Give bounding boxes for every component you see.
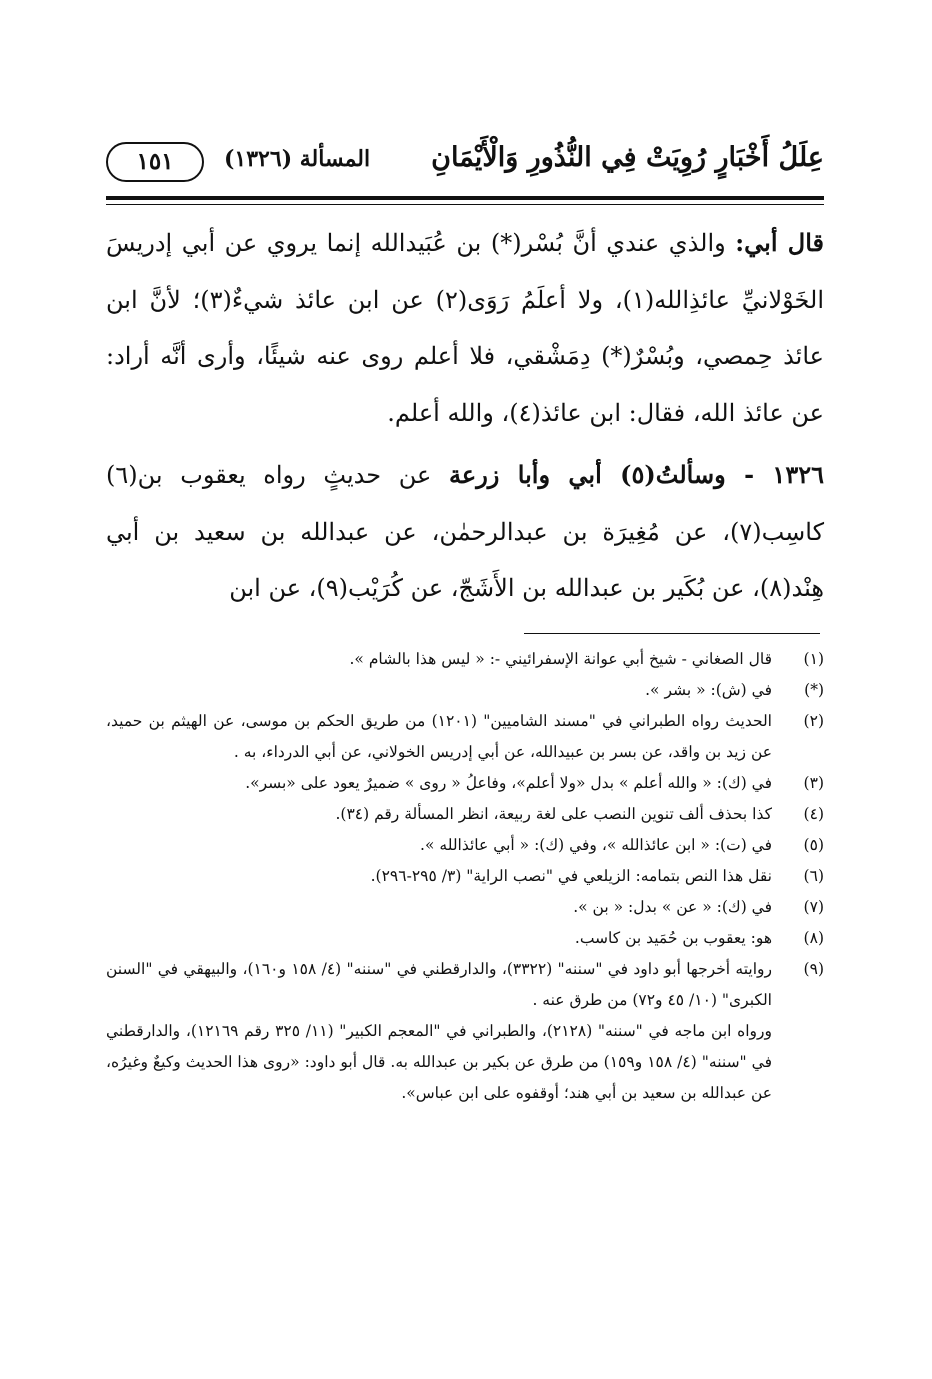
footnote-number: (١) [803,650,824,668]
header-rule-thick [106,196,824,200]
footnote-text: في (ش): « بشر ». [645,681,772,699]
footnote [106,954,824,1109]
footnote-number: (٥) [803,836,824,854]
book-title: عِلَلُ أَخْبَارٍ رُوِيَتْ فِي النُّذُورِ وَالْأَيْمَانِ [431,142,824,173]
paragraph-lead: قال أبي: [735,228,824,257]
issue-label: المسألة (١٣٢٦) [224,146,371,172]
page-number-badge: ١٥١ [106,142,204,182]
paragraph-text: والذي عندي أنَّ بُسْر(*) بن عُبَيدالله إنما يروي عن أبي إدريسَ الخَوْلانيِّ عائذِالله(١)، ولا أعلَمُ رَوَى(٢) عن ابن عائذ شيءٌ(٣)؛ لأنَّ ابن عائذ حِمصي، وبُسْرٌ(*) دِمَشْقي، فلا أعلم روى عنه شيئًا، وأرى أنَّه أراد: عن عائذ الله، فقال: ابن عائذ(٤)، والله أعلم. [106,229,825,427]
footnote [106,706,824,768]
footnote-text: في (ك): « والله أعلم » بدل «ولا أعلم»، وفاعلُ « روى » ضميرٌ يعود على «بسر». [245,774,772,792]
footnote-text: كذا بحذف ألف تنوين النصب على لغة ربيعة، انظر المسألة رقم (٣٤). [335,805,772,823]
footnote-number: (*) [804,681,824,699]
footnote-separator [524,633,820,634]
footnote [106,892,824,923]
footnote-text: في (ك): « عن » بدل: « بن ». [573,898,772,916]
footnote-number: (٨) [803,929,824,947]
footnote-number: (٢) [803,712,824,730]
footnote [106,675,824,706]
footnote-text: في (ت): « ابن عائذالله »، وفي (ك): « أبي عائذالله ». [420,836,772,854]
paragraph [106,447,824,617]
footnote-continuation: ورواه ابن ماجه في "سننه" (٢١٢٨)، والطبراني في "المعجم الكبير" (١١/ ٣٢٥ رقم ١٢١٦٩)، والدارقطني في "سننه" (٤/ ١٥٨ و١٥٩) من طرق عن بكير بن عبدالله به. قال أبو داود: «روى هذا الحديث وكيعٌ وغيرُه، عن عبدالله بن سعيد بن أبي هند؛ أوقفوه على ابن عباس». [106,1022,772,1102]
footnote-number: (٣) [803,774,824,792]
paragraph-text: عن حديثٍ رواه يعقوب بن(٦) كاسِب(٧)، عن مُغِيرَة بن عبدالرحمٰن، عن عبدالله بن سعيد بن أبي هِنْد(٨)، عن بُكَير بن عبدالله بن الأَشَجّ، عن كُرَيْب(٩)، عن ابن [106,461,825,602]
footnote [106,830,824,861]
header-rule-thin [106,204,824,205]
footnote-text: نقل هذا النص بتمامه: الزيلعي في "نصب الراية" (٣/ ٢٩٥-٢٩٦). [370,867,772,885]
footnote-number: (٩) [803,960,824,978]
footnote-text: قال الصغاني - شيخ أبي عوانة الإسفرائيني -: « ليس هذا بالشام ». [349,650,772,668]
footnote [106,861,824,892]
footnote-text: هو: يعقوب بن حُمَيد بن كاسب. [574,929,772,947]
footnote-text: روايته أخرجها أبو داود في "سننه" (٣٣٢٢)، والدارقطني في "سننه" (٤/ ١٥٨ و١٦٠)، والبيهقي في "السنن الكبرى" (١٠/ ٤٥ و٧٢) من طرق عنه . [106,960,772,1009]
footnote [106,644,824,675]
footnote-number: (٧) [803,898,824,916]
footnotes [106,644,824,1109]
footnote [106,923,824,954]
main-text [106,215,824,617]
footnote-number: (٦) [803,867,824,885]
footnote [106,799,824,830]
footnote-number: (٤) [803,805,824,823]
issue-heading: ١٣٢٦ - وسألتُ(٥) أبي وأبا زرعة [449,460,824,489]
running-header [106,140,824,190]
footnote-text: الحديث رواه الطبراني في "مسند الشاميين" (١٢٠١) من طريق الحكم بن موسى، عن الهيثم بن حميد، عن زيد بن واقد، عن بسر بن عبيدالله، عن أبي إدريس الخولاني، عن أبي الدرداء، به . [106,712,772,761]
footnote [106,768,824,799]
paragraph [106,215,824,441]
